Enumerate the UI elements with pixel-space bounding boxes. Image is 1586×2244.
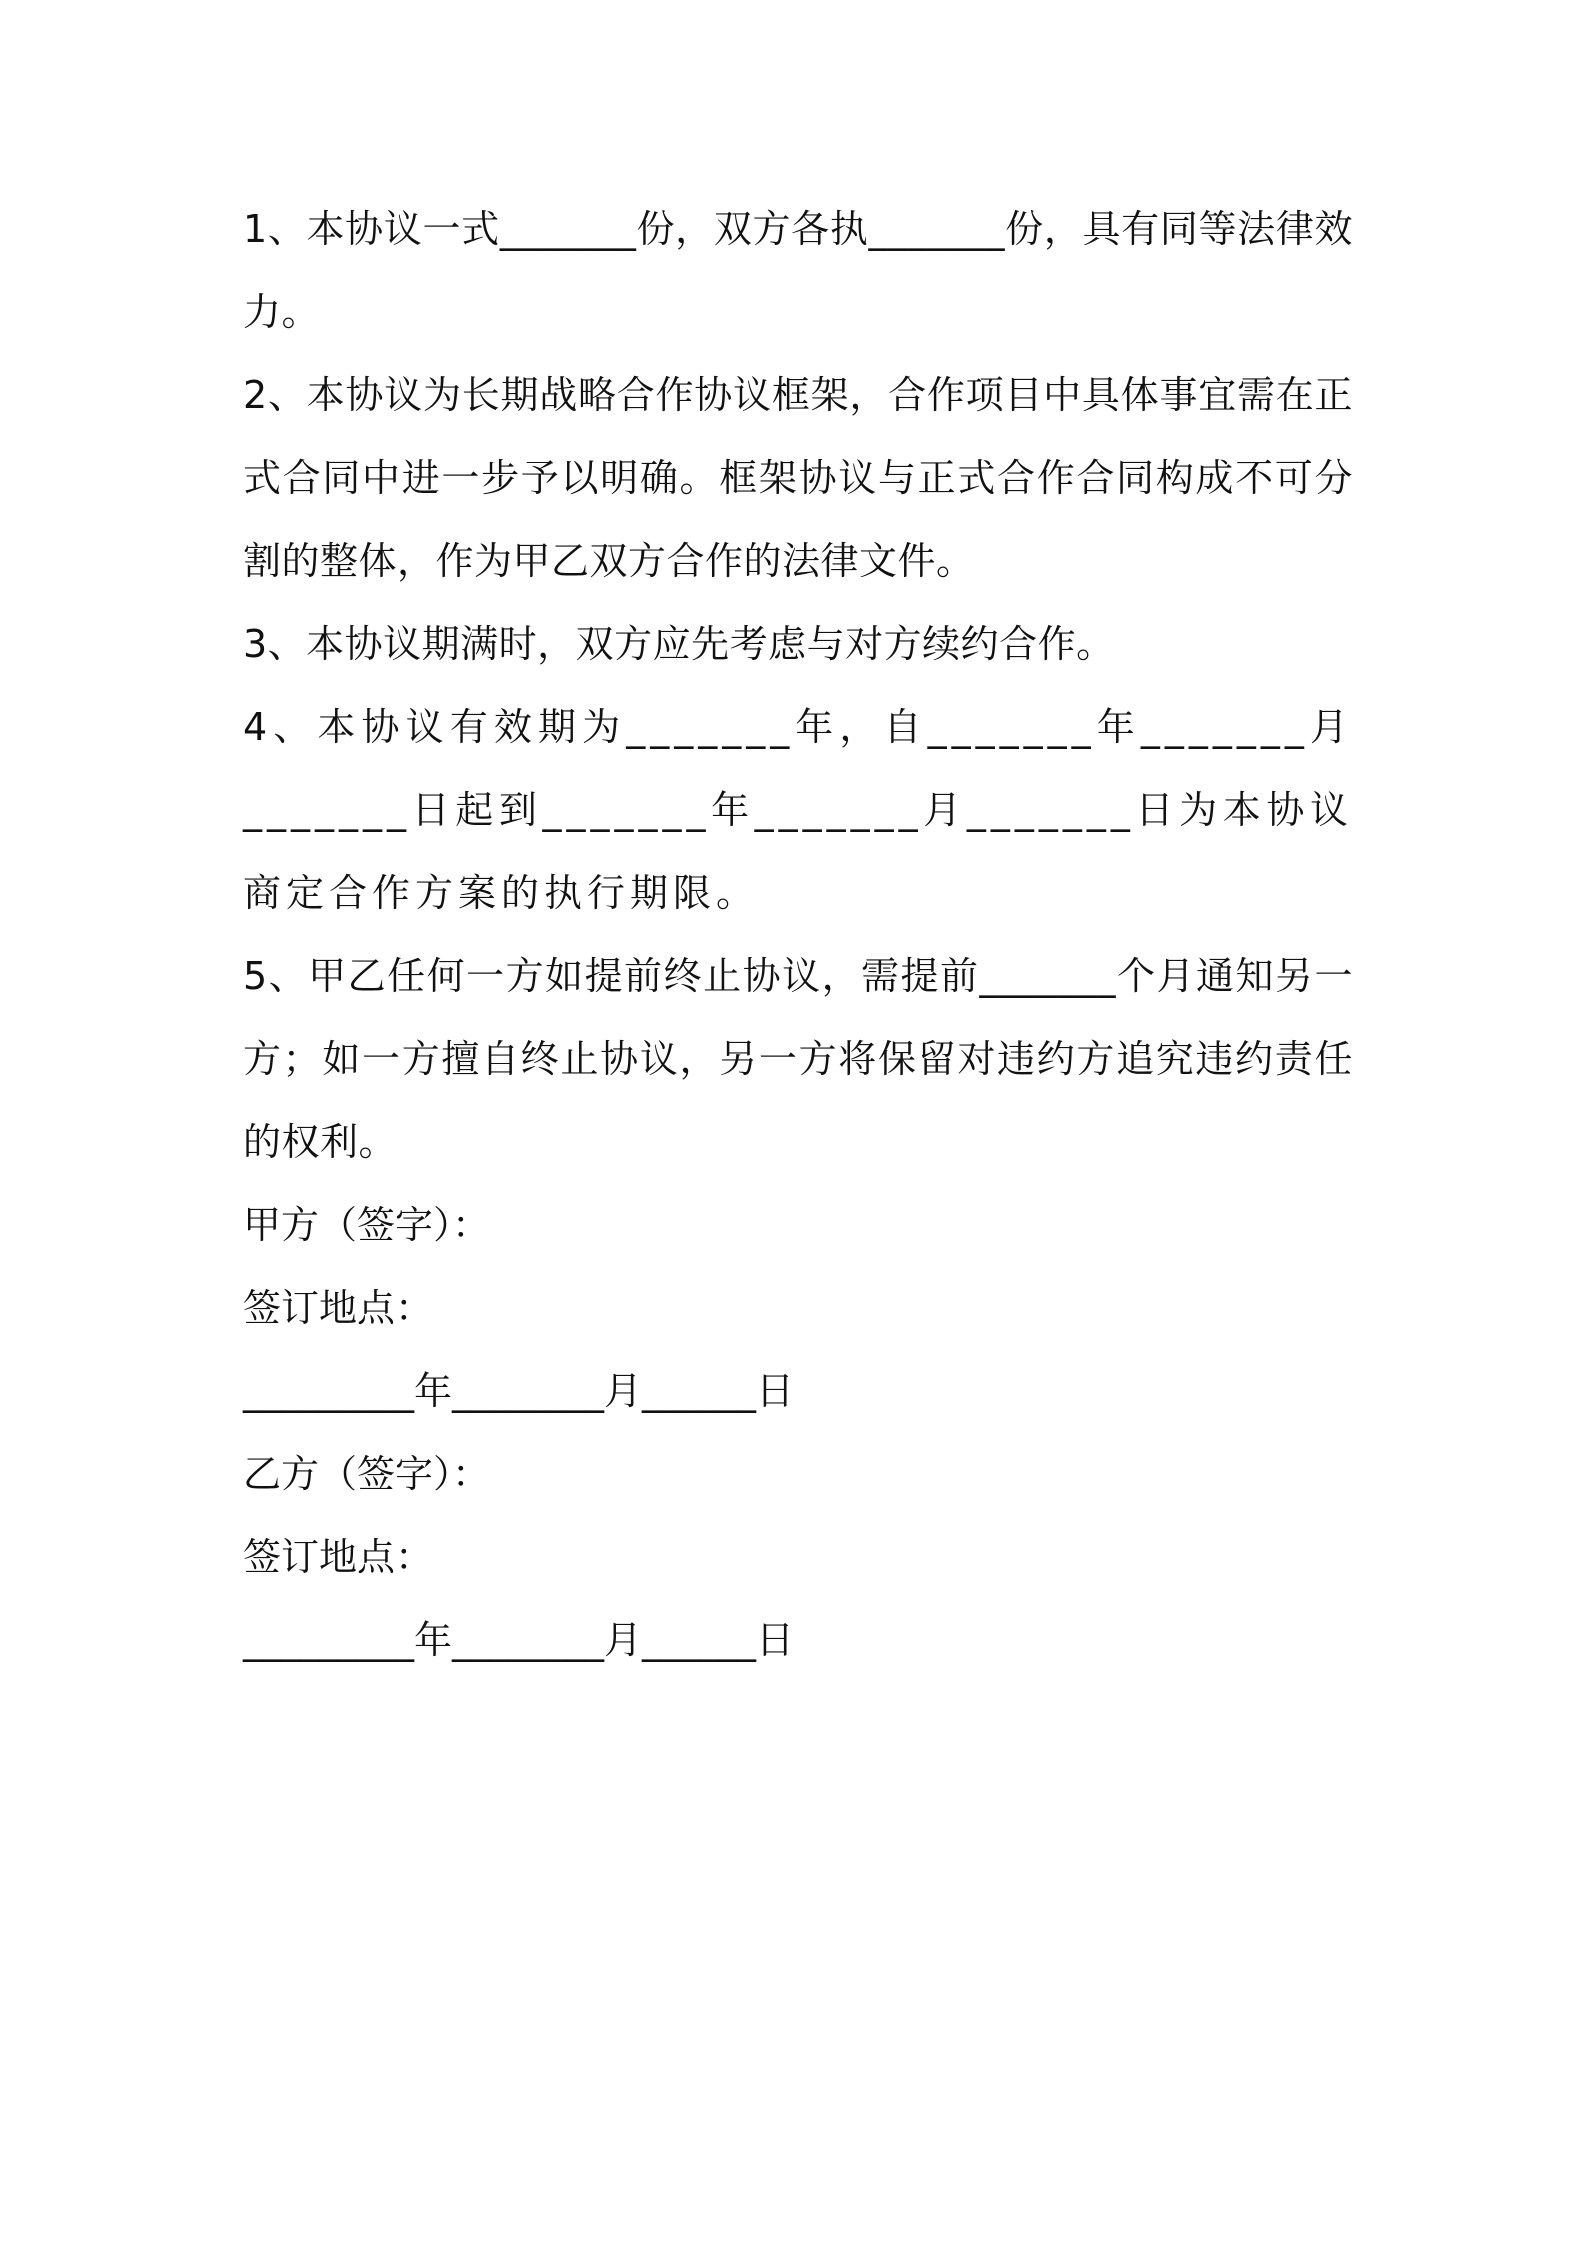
party-b-signature-block [243, 1433, 1353, 1682]
party-a-signature-label: 甲方（签字）： [243, 1203, 491, 1247]
clause-4: 4、本协议有效期为_______年，自_______年_______月_______日起到_______年_______月_______日为本协议商定合作方案的执行期限。 [243, 705, 1353, 915]
clause-5: 5、甲乙任何一方如提前终止协议，需提前_______个月通知另一方；如一方擅自终止协议，另一方将保留对违约方追究违约责任的权利。 [243, 954, 1353, 1164]
clause-1: 1、本协议一式_______份，双方各执_______份，具有同等法律效力。 [243, 207, 1353, 334]
party-b-date-line: _________年________月______日 [243, 1618, 795, 1662]
party-b-signature-label: 乙方（签字）： [243, 1452, 491, 1496]
party-a-signature-block [243, 1184, 1353, 1433]
party-b-place-label: 签订地点： [243, 1535, 434, 1579]
party-a-date-line: _________年________月______日 [243, 1369, 795, 1413]
clause-2: 2、本协议为长期战略合作协议框架，合作项目中具体事宜需在正式合同中进一步予以明确。框架协议与正式合作合同构成不可分割的整体，作为甲乙双方合作的法律文件。 [243, 373, 1353, 583]
party-a-place-label: 签订地点： [243, 1286, 434, 1330]
clause-3: 3、本协议期满时，双方应先考虑与对方续约合作。 [243, 622, 1115, 666]
agreement-body [243, 188, 1353, 1682]
